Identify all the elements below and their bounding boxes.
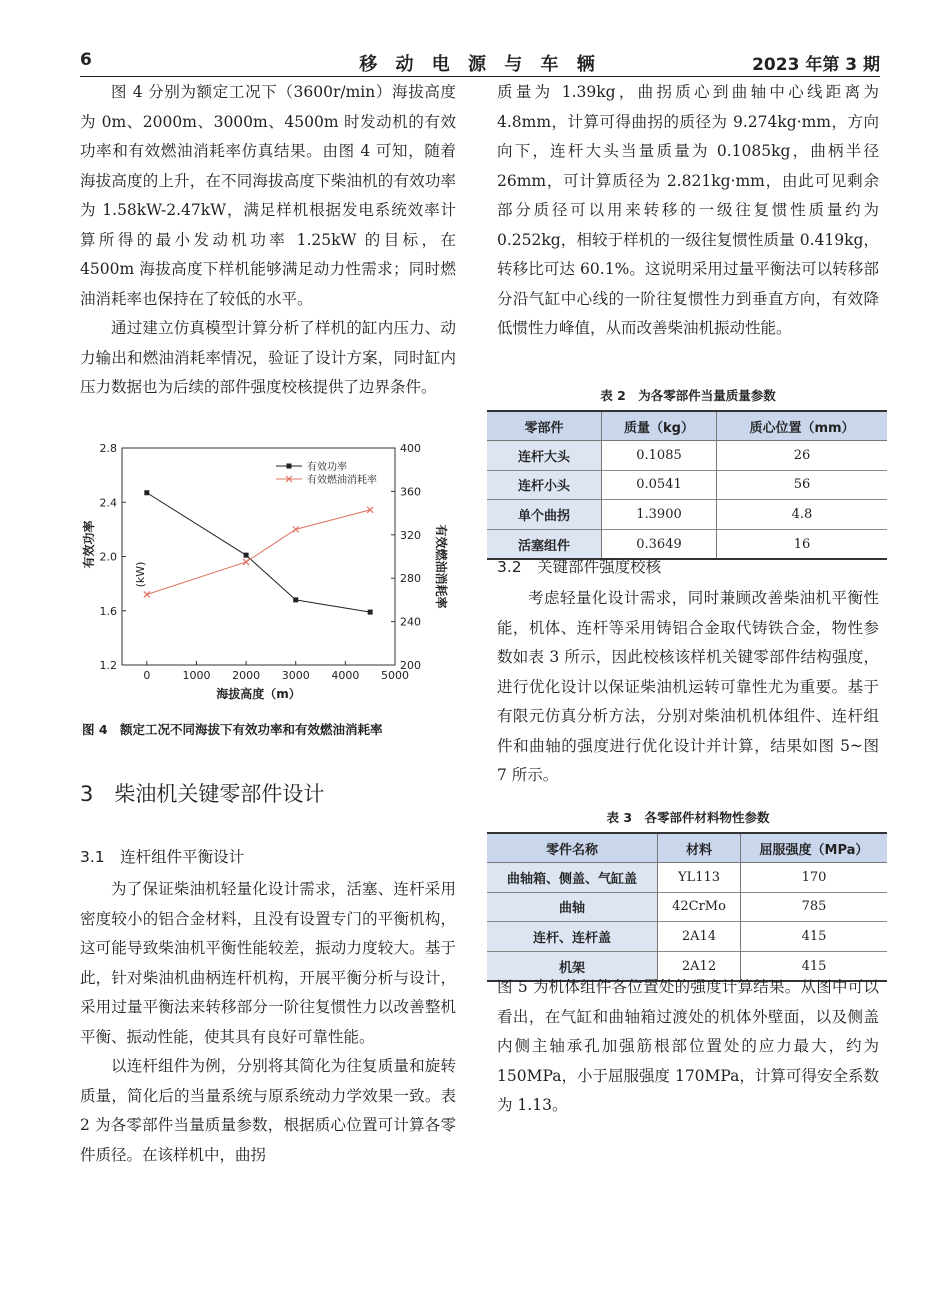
paragraph: 通过建立仿真模型计算分析了样机的缸内压力、动力输出和燃油消耗率情况，验证了设计方案，同时缸内压力数据也为后续的部件强度校核提供了边界条件。 [80,319,456,396]
x-tick-label: 3000 [281,669,310,682]
journal-title: 移 动 电 源 与 车 辆 [359,54,601,75]
right-column-top [497,78,879,344]
table-header-cell: 零部件 [487,411,602,441]
y-left-tick-label: 1.6 [99,604,117,618]
table-row [487,922,887,952]
table-header-cell: 零件名称 [487,833,658,863]
paragraph: 质量为 1.39kg，曲拐质心到曲轴中心线距离为 4.8mm，计算可得曲拐的质径为 9.274kg·mm，方向向下，连杆大头当量质量为 0.1085kg，曲柄半径 26mm，可计算质径为 2.821kg·mm，由此可见剩余部分质径可以用来转移的一级往复惯性质量约为 0.252kg，相较于样机的一级往复惯性质量 0.419kg，转移比可达 60.1%。这说明采用过量平衡法可以转移部分沿气缸中心线的一阶往复惯性力到垂直方向，有效降低惯性力峰值，从而改善柴油机振动性能。 [497,83,879,337]
table-row [487,892,887,922]
paragraph: 图 5 为机体组件各位置处的强度计算结果。从图中可以看出，在气缸和曲轴箱过渡处的机体外壁面，以及侧盖内侧主轴承孔加强筋根部位置处的应力最大，约为 150MPa，小于屈服强度 170MPa，计算可得安全系数为 1.13。 [497,978,879,1114]
table-cell: 曲轴 [487,892,658,922]
right-column-bottom [497,973,879,1121]
y-right-tick-label: 400 [400,442,421,455]
table-row [487,470,887,500]
x-tick-label: 4000 [331,669,360,682]
table-cell: 1.3900 [602,500,717,530]
table-cell: 0.1085 [602,441,717,471]
y-left-tick-label: 2.8 [99,442,117,455]
y-right-tick-label: 360 [400,485,421,499]
table-cell: 56 [717,470,888,500]
right-column-mid [497,584,879,791]
table-2-caption: 表 2 为各零部件当量质量参数 [600,388,776,403]
page-number: 6 [80,50,92,70]
page-header [80,50,880,77]
table-header-cell: 质量（kg） [602,411,717,441]
table-cell: 785 [741,892,888,922]
y-left-tick-label: 1.2 [99,659,117,672]
table-cell: 415 [741,922,888,952]
table-3 [487,832,887,982]
y-right-tick-label: 200 [400,659,421,672]
table-cell: 4.8 [717,500,888,530]
table-cell: 连杆小头 [487,470,602,500]
legend-label: 有效功率 [307,462,347,473]
y-left-axis-label: 有效功率 [82,520,96,569]
data-point [367,507,373,513]
section-3-1-heading: 3.1 连杆组件平衡设计 [80,848,245,866]
table-cell: 170 [741,863,888,893]
legend-marker [287,464,292,469]
table-cell: 26 [717,441,888,471]
table-2 [487,410,887,560]
legend-label: 有效燃油消耗率 [307,475,377,486]
table-row [487,863,887,893]
table-cell: 活塞组件 [487,529,602,559]
table-row [487,500,887,530]
paragraph: 以连杆组件为例，分别将其简化为往复质量和旋转质量，简化后的当量系统与原系统动力学效果一致。表 2 为各零部件当量质量参数，根据质心位置可计算各零件质径。在该样机中，曲拐 [80,1057,456,1164]
data-point [368,610,373,615]
table-cell: 2A12 [658,951,741,981]
figure-4-caption: 图 4 额定工况不同海拔下有效功率和有效燃油消耗率 [82,722,383,737]
x-tick-label: 5000 [381,669,409,682]
table-cell: 曲轴箱、侧盖、气缸盖 [487,863,658,893]
data-point [293,597,298,602]
y-left-tick-label: 2.4 [99,496,117,510]
section-3-heading: 3 柴油机关键零部件设计 [80,782,325,806]
data-point [293,526,299,532]
paragraph: 考虑轻量化设计需求，同时兼顾改善柴油机平衡性能，机体、连杆等采用铸铝合金取代铸铁合金，物性参数如表 3 所示，因此校核该样机关键零部件结构强度，进行优化设计以保证柴油机运转可靠性尤为重要。基于有限元仿真分析方法，分别对柴油机机体组件、连杆组件和曲轴的强度进行优化设计并计算，结果如图 5~图 7 所示。 [497,589,879,784]
data-point [144,591,150,597]
x-axis-label: 海拔高度（m） [216,687,301,701]
table-cell: 连杆、连杆盖 [487,922,658,952]
series-line-2 [147,510,370,595]
issue-label: 2023 年第 3 期 [752,55,880,75]
section-3-2-heading: 3.2 关键部件强度校核 [497,558,662,576]
y-left-axis-unit: (kW) [134,561,147,588]
table-cell: 42CrMo [658,892,741,922]
table-cell: 16 [717,529,888,559]
data-point [144,490,149,495]
table-header-cell: 质心位置（mm） [717,411,888,441]
y-right-tick-label: 320 [400,528,421,542]
table-cell: 2A14 [658,922,741,952]
y-left-tick-label: 2.0 [99,550,117,564]
data-point [243,559,249,565]
table-3-caption: 表 3 各零部件材料物性参数 [606,810,770,825]
table-cell: 机架 [487,951,658,981]
y-right-tick-label: 240 [400,615,421,629]
table-header-cell: 材料 [658,833,741,863]
table-cell: 0.0541 [602,470,717,500]
x-tick-label: 2000 [232,669,261,682]
table-cell: 415 [741,951,888,981]
table-cell: 0.3649 [602,529,717,559]
series-line-1 [147,493,370,612]
figure-4-chart [80,440,450,710]
table-cell: 连杆大头 [487,441,602,471]
table-cell: 单个曲拐 [487,500,602,530]
left-column-bottom [80,875,456,1170]
paragraph: 为了保证柴油机轻量化设计需求，活塞、连杆采用密度较小的铝合金材料，且没有设置专门的平衡机构，这可能导致柴油机平衡性能较差，振动力度较大。基于此，针对柴油机曲柄连杆机构，开展平衡分析与设计，采用过量平衡法来转移部分一阶往复惯性力以改善整机平衡、振动性能，使其具有良好可靠性能。 [80,880,456,1046]
table-header-cell: 屈服强度（MPa） [741,833,888,863]
left-column-top [80,78,456,403]
x-tick-label: 0 [143,669,151,682]
y-right-tick-label: 280 [400,572,421,586]
chart-svg [80,440,450,710]
y-right-axis-label: 有效燃油消耗率 [434,524,448,609]
x-tick-label: 1000 [182,669,211,682]
table-row [487,441,887,471]
data-point [244,553,249,558]
table-cell: YL113 [658,863,741,893]
paragraph: 图 4 分别为额定工况下（3600r/min）海拔高度为 0m、2000m、3000m、4500m 时发动机的有效功率和有效燃油消耗率仿真结果。由图 4 可知，随着海拔高度的上升，在不同海拔高度下柴油机的有效功率为 1.58kW-2.47kW，满足样机根据发电系统效率计算所得的最小发动机功率 1.25kW 的目标，在 4500m 海拔高度下样机能够满足动力性需求；同时燃油消耗率也保持在了较低的水平。 [80,83,456,308]
